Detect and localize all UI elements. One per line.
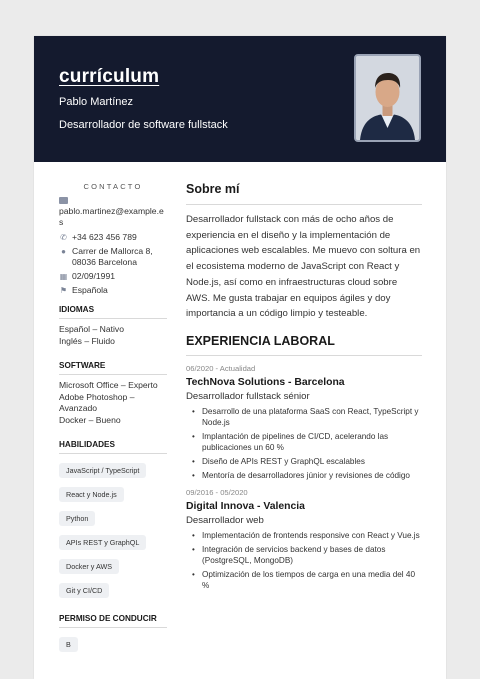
skill-tag: React y Node.js bbox=[59, 487, 124, 502]
job-period: 09/2016 - 05/2020 bbox=[186, 487, 248, 497]
phone-text: +34 623 456 789 bbox=[72, 232, 137, 242]
job-company: TechNova Solutions - Barcelona bbox=[186, 376, 345, 388]
sidebar bbox=[59, 182, 167, 658]
resume-header bbox=[34, 36, 446, 162]
software-item: Microsoft Office – Experto bbox=[59, 380, 158, 390]
job-bullet: • Integración de servicios backend y bases de datos (PostgreSQL, MongoDB) bbox=[186, 544, 422, 566]
address-text: Carrer de Mallorca 8, 08036 Barcelona bbox=[72, 246, 153, 267]
phone-icon: ✆ bbox=[60, 233, 67, 242]
contact-heading: CONTACTO bbox=[83, 182, 143, 191]
profile-photo bbox=[354, 54, 421, 142]
nationality-text: Española bbox=[72, 285, 108, 295]
job-bullet: • Implementación de frontends responsive con React y Vue.js bbox=[186, 530, 422, 541]
languages-heading: IDIOMAS bbox=[59, 305, 167, 319]
person-name: Pablo Martínez bbox=[59, 96, 133, 108]
contact-phone bbox=[59, 232, 167, 243]
software-item: Docker – Bueno bbox=[59, 414, 121, 425]
birthdate-text: 02/09/1991 bbox=[72, 271, 116, 281]
job-bullets bbox=[186, 406, 422, 481]
job-position: Desarrollador web bbox=[186, 514, 264, 526]
software-heading: SOFTWARE bbox=[59, 361, 167, 375]
job-bullet: • Diseño de APIs REST y GraphQL escalables bbox=[186, 456, 422, 467]
resume-sheet bbox=[34, 36, 446, 679]
contact-birthdate bbox=[59, 271, 167, 282]
about-heading: Sobre mí bbox=[186, 182, 422, 205]
license-heading: PERMISO DE CONDUCIR bbox=[59, 614, 167, 628]
contact-email[interactable] bbox=[59, 206, 167, 228]
email-text: pablo.martinez@example.es bbox=[59, 206, 164, 227]
job-bullets bbox=[186, 530, 422, 591]
contact-nationality bbox=[59, 285, 167, 296]
job-entry bbox=[186, 488, 422, 591]
flag-icon: ⚑ bbox=[59, 286, 68, 295]
skill-tag: APIs REST y GraphQL bbox=[59, 535, 146, 550]
software-item: Adobe Photoshop – Avanzado bbox=[59, 391, 135, 413]
license-tag: B bbox=[59, 637, 78, 652]
job-company: Digital Innova - Valencia bbox=[186, 500, 305, 512]
job-entry bbox=[186, 364, 422, 481]
job-bullet: • Optimización de los tiempos de carga en una media del 40 % bbox=[186, 569, 422, 591]
job-bullet: • Mentoría de desarrolladores júnior y revisiones de código bbox=[186, 470, 422, 481]
skill-tag: Git y CI/CD bbox=[59, 583, 109, 598]
contact-address bbox=[59, 246, 167, 268]
location-icon: ● bbox=[61, 247, 66, 256]
resume-title: currículum bbox=[59, 66, 160, 87]
person-role: Desarrollador de software fullstack bbox=[59, 119, 228, 131]
language-item: Español – Nativo bbox=[59, 324, 124, 334]
skill-tag: Docker y AWS bbox=[59, 559, 119, 574]
about-text: Desarrollador fullstack con más de ocho años de experiencia en el diseño y la implementación de aplicaciones web escalables. Me muevo con soltura en el ecosistema moderno de JavaScript con React y Node.js, así como en infraestructuras cloud sobre AWS. Me gusta trabajar en equipos ágiles y doy importancia a un código limpio y testeable. bbox=[186, 214, 421, 320]
skills-heading: HABILIDADES bbox=[59, 440, 167, 454]
job-position: Desarrollador fullstack sénior bbox=[186, 390, 310, 402]
job-bullet: • Implantación de pipelines de CI/CD, acelerando las publicaciones un 60 % bbox=[186, 431, 422, 453]
email-icon bbox=[59, 197, 68, 204]
job-period: 06/2020 - Actualidad bbox=[186, 363, 256, 373]
calendar-icon: ▦ bbox=[59, 272, 68, 281]
skill-tag: Python bbox=[59, 511, 95, 526]
main-column bbox=[186, 182, 422, 594]
experience-heading: EXPERIENCIA LABORAL bbox=[186, 334, 422, 356]
language-item: Inglés – Fluido bbox=[59, 335, 115, 346]
job-bullet: • Desarrollo de una plataforma SaaS con React, TypeScript y Node.js bbox=[186, 406, 422, 428]
skill-tag: JavaScript / TypeScript bbox=[59, 463, 146, 478]
